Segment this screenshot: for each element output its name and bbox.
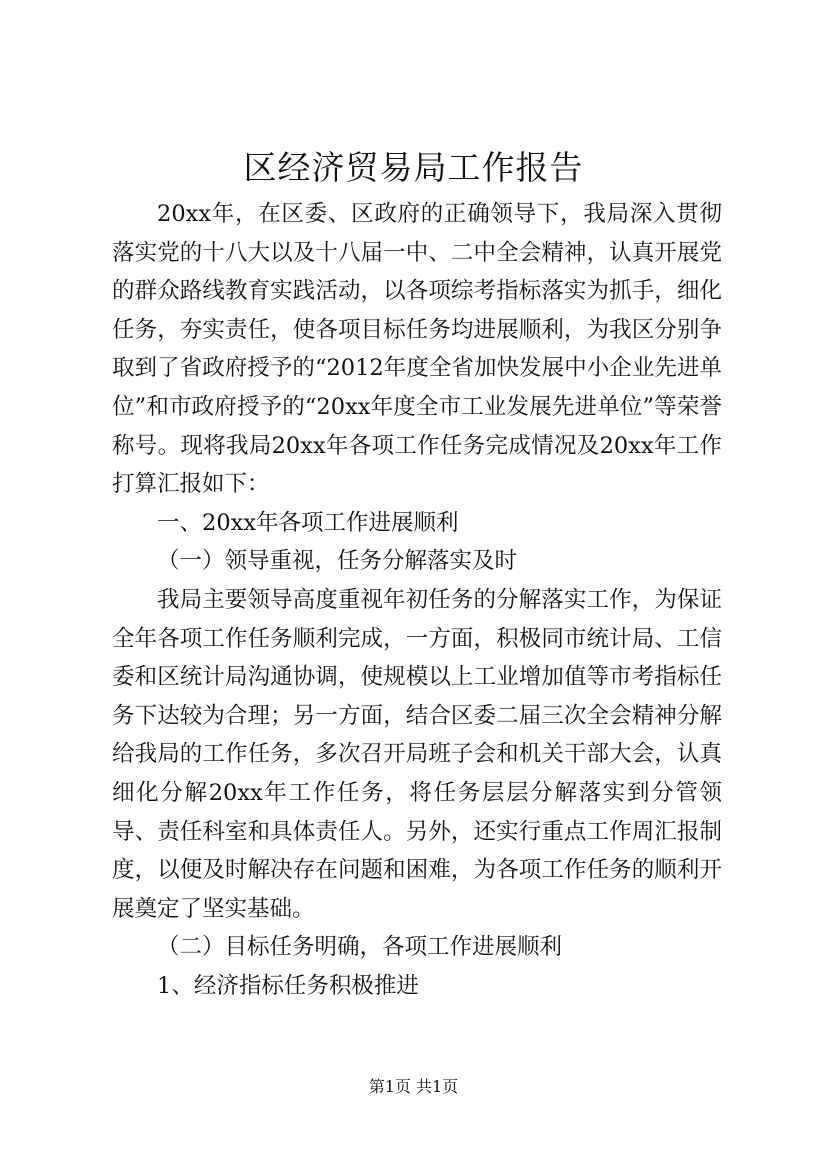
subsection-heading-1: （一）领导重视，任务分解落实及时: [157, 548, 518, 575]
intro-paragraph: 20xx年，在区委、区政府的正确领导下，我局深入贯彻落实党的十八大以及十八届一中、二中全会精神，认真开展党的群众路线教育实践活动，以各项综考指标落实为抓手，细化任务，夯实责任，使各项目标任务均进展顺利，为我区分别争取到了省政府授予的“2012年度全省加快发展中小企业先进单位”和市政府授予的“20xx年度全市工业发展先进单位”等荣誉称号。现将我局20xx年各项工作任务完成情况及20xx年工作打算汇报如下：: [112, 201, 722, 498]
subsection-heading-2: （二）目标任务明确，各项工作进展顺利: [157, 934, 563, 961]
item-heading-1: 1、经济指标任务积极推进: [157, 972, 419, 999]
section-heading-1: 一、20xx年各项工作进展顺利: [157, 509, 459, 536]
document-title: 区经济贸易局工作报告: [243, 148, 584, 187]
document-body: [112, 195, 722, 1005]
body-paragraph-1: 我局主要领导高度重视年初任务的分解落实工作，为保证全年各项工作任务顺利完成，一方面，积极同市统计局、工信委和区统计局沟通协调，使规模以上工业增加值等市考指标任务下达较为合理；另一方面，结合区委二届三次全会精神分解给我局的工作任务，多次召开局班子会和机关干部大会，认真细化分解20xx年工作任务，将任务层层分解落实到分管领导、责任科室和具体责任人。另外，还实行重点工作周汇报制度，以便及时解决存在问题和困难，为各项工作任务的顺利开展奠定了坚实基础。: [112, 586, 722, 922]
page-footer: 第1页 共1页: [368, 1077, 459, 1096]
